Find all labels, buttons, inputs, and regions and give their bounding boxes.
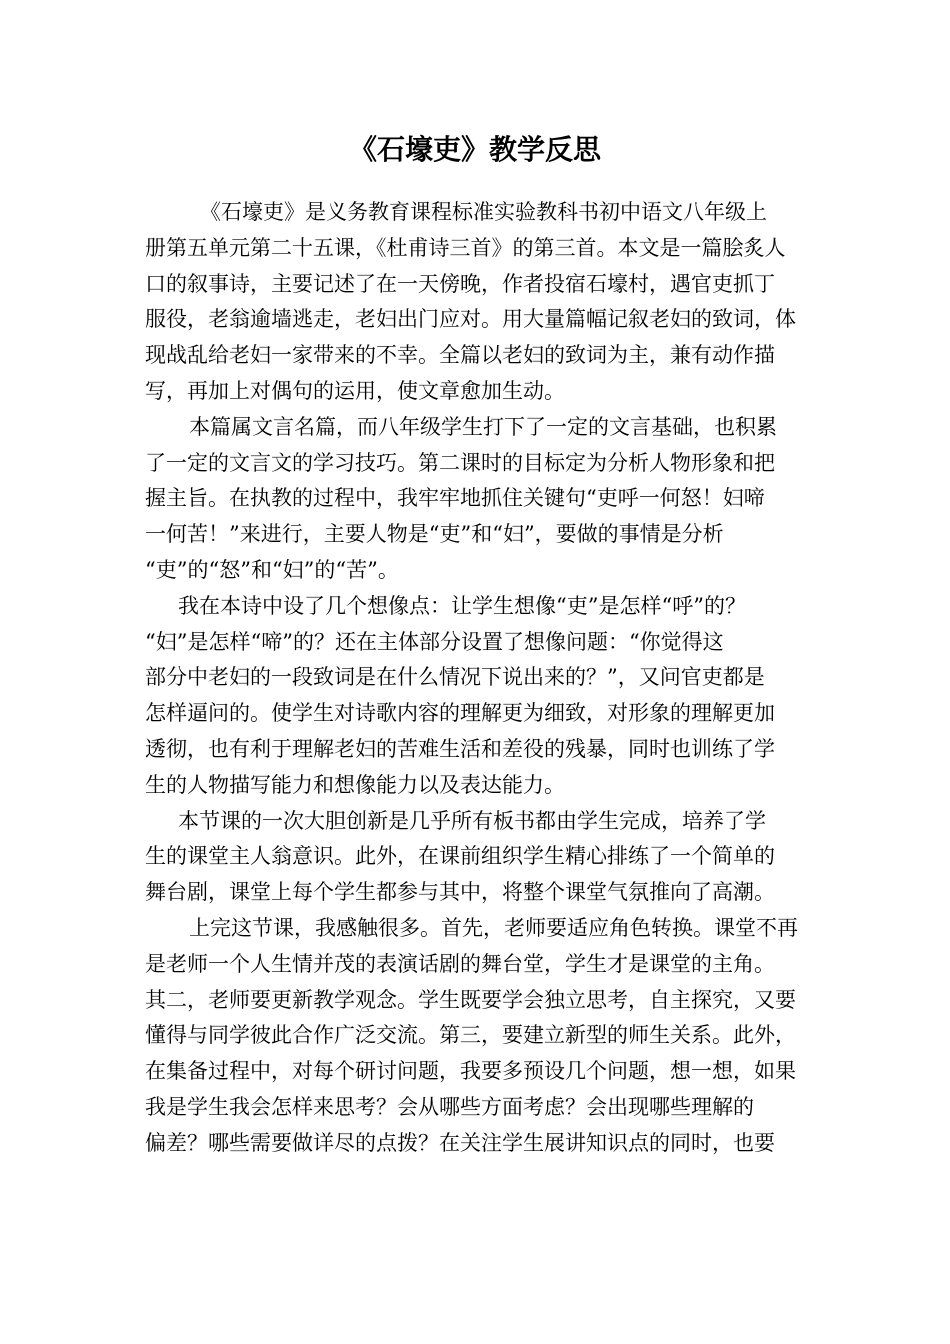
paragraph-reflection: [145, 911, 810, 1162]
text-line: 生的人物描写能力和想像能力以及表达能力。: [145, 772, 565, 797]
text-line: 我是学生我会怎样来思考？会从哪些方面考虑？会出现哪些理解的: [145, 1094, 754, 1119]
text-line: 了一定的文言文的学习技巧。第二课时的目标定为分析人物形象和把: [145, 450, 775, 475]
text-line: 在集备过程中，对每个研讨问题，我要多预设几个问题，想一想，如果: [145, 1059, 796, 1084]
paragraph-imagination: [145, 589, 810, 804]
text-line: 《石壕吏》是义务教育课程标准实验教科书初中语文八年级上: [200, 200, 767, 224]
text-line: 本篇属文言名篇，而八年级学生打下了一定的文言基础，也积累: [189, 414, 777, 439]
text-line: 生的课堂主人翁意识。此外，在课前组织学生精心排练了一个简单的: [145, 844, 775, 869]
text-line: 偏差？哪些需要做详尽的点拨？在关注学生展讲知识点的同时，也要: [145, 1130, 775, 1155]
text-line: 透彻，也有利于理解老妇的苦难生活和差役的残暴，同时也训练了学: [145, 736, 775, 761]
document-title: 《石壕吏》教学反思: [348, 133, 601, 166]
text-line: 舞台剧，课堂上每个学生都参与其中，将整个课堂气氛推向了高潮。: [145, 880, 775, 905]
text-line: 上完这节课，我感触很多。首先，老师要适应角色转换。课堂不再: [189, 915, 798, 940]
text-line: 部分中老妇的一段致词是在什么情况下说出来的？”，又问官吏都是: [145, 665, 765, 690]
text-line: 写，再加上对偶句的运用，使文章愈加生动。: [145, 378, 565, 403]
text-line: 其二，老师要更新教学观念。学生既要学会独立思考，自主探究，又要: [145, 987, 796, 1012]
paragraph-intro: [145, 195, 810, 410]
text-line: 是老师一个人生情并茂的表演话剧的舞台堂，学生才是课堂的主角。: [145, 951, 775, 976]
text-line: 册第五单元第二十五课，《杜甫诗三首》的第三首。本文是一篇脍炙人: [145, 235, 786, 260]
paragraph-classical-text: [145, 410, 810, 589]
text-line: 懂得与同学彼此合作广泛交流。第三，要建立新型的师生关系。此外，: [145, 1023, 796, 1048]
text-line: “妇”是怎样“啼”的？还在主体部分设置了想像问题：“你觉得这: [145, 629, 724, 654]
paragraph-innovation: [145, 804, 810, 911]
text-line: “吏”的“怒”和“妇”的“苦”。: [145, 557, 399, 582]
text-line: 一何苦！”来进行，主要人物是“吏”和“妇”，要做的事情是分析: [145, 522, 724, 547]
text-line: 服役，老翁逾墙逃走，老妇出门应对。用大量篇幅记叙老妇的致词，体: [145, 307, 796, 332]
text-line: 本节课的一次大胆创新是几乎所有板书都由学生完成，培养了学: [178, 808, 766, 833]
text-line: 我在本诗中设了几个想像点：让学生想像“吏”是怎样“呼”的？: [178, 593, 746, 618]
text-line: 握主旨。在执教的过程中，我牢牢地抓住关键句“吏呼一何怒！妇啼: [145, 486, 765, 511]
text-line: 怎样逼问的。使学生对诗歌内容的理解更为细致，对形象的理解更加: [145, 701, 775, 726]
text-line: 口的叙事诗，主要记述了在一天傍晚，作者投宿石壕村，遇官吏抓丁: [145, 271, 775, 296]
document-body: [145, 195, 810, 1162]
text-line: 现战乱给老妇一家带来的不幸。全篇以老妇的致词为主，兼有动作描: [145, 343, 775, 368]
